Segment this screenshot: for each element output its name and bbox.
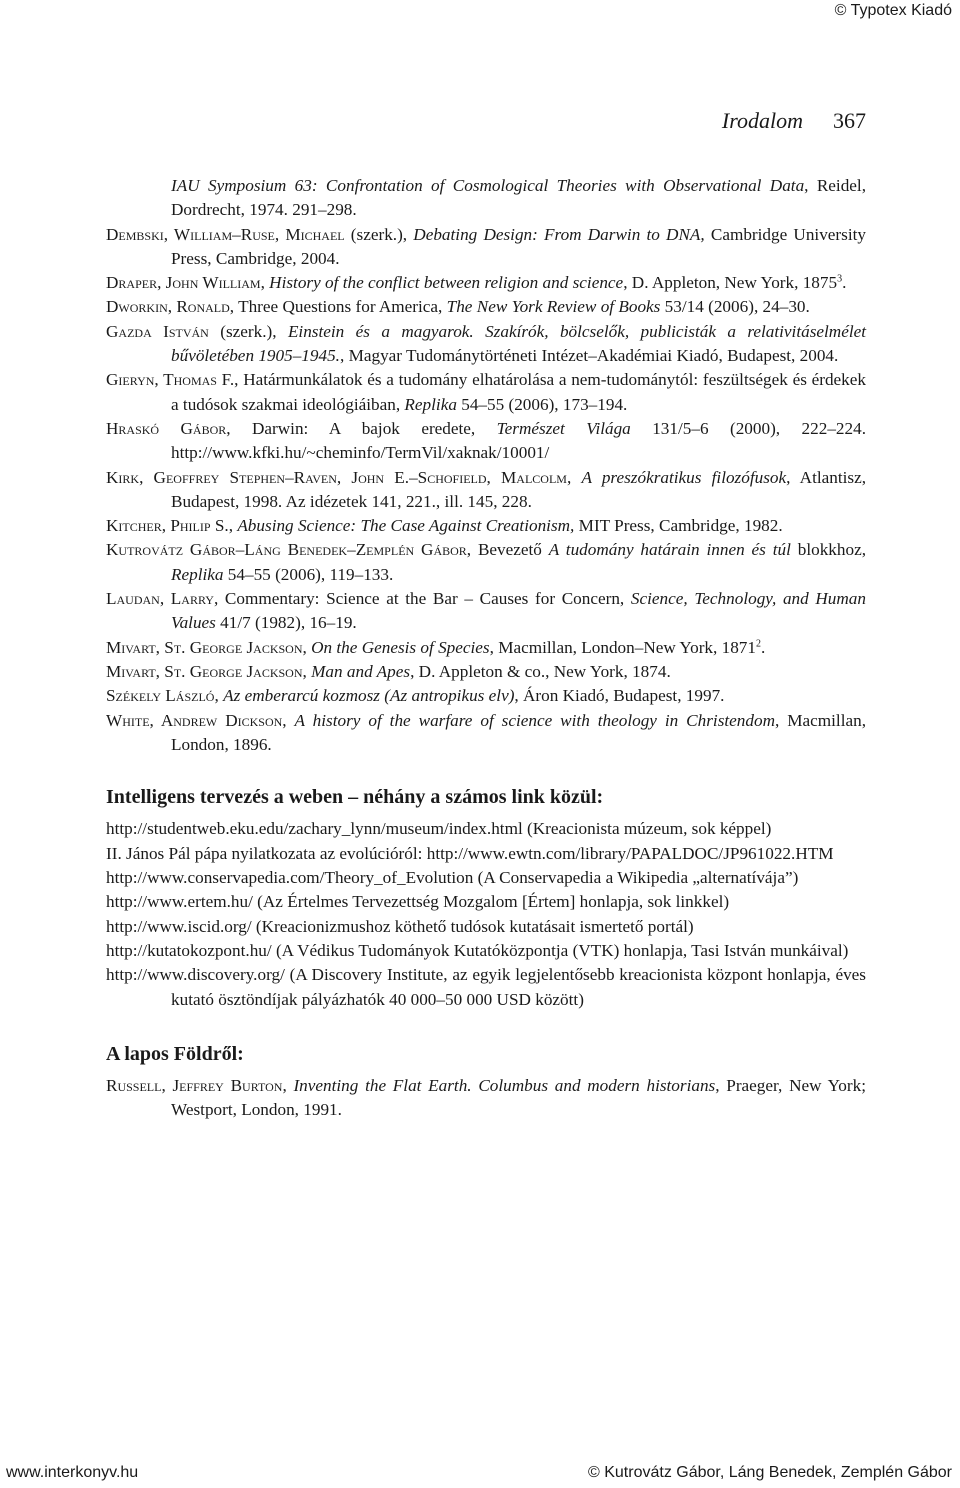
bibliography-entry: Kutrovátz Gábor–Láng Benedek–Zemplén Gábor, Bevezető A tudomány határain innen és túl blokkhoz, Replika 54–55 (2006), 119–133. xyxy=(106,540,866,584)
flat-earth-section-heading: A lapos Földről: xyxy=(106,1042,244,1065)
link-entry: http://www.ertem.hu/ (Az Értelmes Tervezettség Mozgalom [Értem] honlapja, sok linkkel) xyxy=(106,892,730,912)
bibliography-entry: White, Andrew Dickson, A history of the warfare of science with theology in Christendom, Macmillan, London, 1896. xyxy=(106,710,866,754)
bibliography xyxy=(106,174,866,1123)
bibliography-entry: Hraskó Gábor, Darwin: A bajok eredete, Természet Világa 131/5–6 (2000), 222–224. http://www.kfki.hu/~cheminfo/TermVil/xaknak/10001/ xyxy=(106,418,866,463)
links-section-heading: Intelligens tervezés a weben – néhány a számos link közül: xyxy=(106,786,604,809)
link-entry: http://www.conservapedia.com/Theory_of_Evolution (A Conservapedia a Wikipedia „alternatívája”) xyxy=(106,868,799,888)
link-entry: http://www.iscid.org/ (Kreacionizmushoz köthető tudósok kutatásait ismertető portál) xyxy=(106,916,694,936)
link-entry: http://www.discovery.org/ (A Discovery Institute, az egyik legjelentősebb kreacionista központ honlapja, éves kutató ösztöndíjak pályázhatók 40 000–50 000 USD között) xyxy=(106,965,866,1009)
footer-website: www.interkonyv.hu xyxy=(6,1464,139,1481)
bibliography-entry: Gieryn, Thomas F., Határmunkálatok és a tudomány elhatárolása a nem-tudománytól: feszültségek és érdekek a tudósok szakmai ideológiáiban, Replika 54–55 (2006), 173–194. xyxy=(106,370,866,414)
link-entry: http://studentweb.eku.edu/zachary_lynn/museum/index.html (Kreacionista múzeum, sok képpel) xyxy=(106,819,772,839)
bibliography-entry: IAU Symposium 63: Confrontation of Cosmological Theories with Observational Data, Reidel, Dordrecht, 1974. 291–298. xyxy=(171,176,866,220)
running-header xyxy=(722,108,866,134)
link-entry: II. János Pál pápa nyilatkozata az evolúcióról: http://www.ewtn.com/library/PAPALDOC/JP961022.HTM xyxy=(106,843,834,863)
bibliography-entry: Gazda István (szerk.), Einstein és a magyarok. Szakírók, bölcselők, publicisták a relativitáselmélet bűvöletében 1905–1945., Magyar Tudománytörténeti Intézet–Akadémiai Kiadó, Budapest, 2004. xyxy=(106,321,867,366)
section-title: Irodalom xyxy=(721,108,803,133)
bibliography-entry: Székely László, Az emberarcú kozmosz (Az antropikus elv), Áron Kiadó, Budapest, 1997. xyxy=(106,686,725,706)
bibliography-entry: Russell, Jeffrey Burton, Inventing the Flat Earth. Columbus and modern historians, Praeger, New York; Westport, London, 1991. xyxy=(106,1076,866,1120)
bibliography-entry: Mivart, St. George Jackson, Man and Apes, D. Appleton & co., New York, 1874. xyxy=(106,661,671,681)
bibliography-entry: Laudan, Larry, Commentary: Science at the Bar – Causes for Concern, Science, Technology, and Human Values 41/7 (1982), 16–19. xyxy=(106,589,866,633)
bibliography-entry: Kitcher, Philip S., Abusing Science: The Case Against Creationism, MIT Press, Cambridge, 1982. xyxy=(106,516,783,536)
page-number: 367 xyxy=(833,108,866,133)
bibliography-entry: Dworkin, Ronald, Three Questions for America, The New York Review of Books 53/14 (2006), 24–30. xyxy=(106,297,810,317)
bibliography-entry: Dembski, William–Ruse, Michael (szerk.), Debating Design: From Darwin to DNA, Cambridge University Press, Cambridge, 2004. xyxy=(106,224,866,268)
footer-copyright: © Kutrovátz Gábor, Láng Benedek, Zemplén Gábor xyxy=(588,1464,952,1481)
bibliography-entry: Draper, John William, History of the conflict between religion and science, D. Appleton, New York, 1875$^3$. xyxy=(106,273,847,293)
copyright-notice: © Typotex Kiadó xyxy=(834,2,952,19)
link-entry: http://kutatokozpont.hu/ (A Védikus Tudományok Kutatóközpontja (VTK) honlapja, Tasi István munkáival) xyxy=(106,940,849,960)
bibliography-entry: Kirk, Geoffrey Stephen–Raven, John E.–Schofield, Malcolm, A preszókratikus filozófusok, Atlantisz, Budapest, 1998. Az idézetek 141, 221., ill. 145, 228. xyxy=(106,467,867,511)
bibliography-entry: Mivart, St. George Jackson, On the Genesis of Species, Macmillan, London–New York, 1871$^2$. xyxy=(106,637,766,657)
